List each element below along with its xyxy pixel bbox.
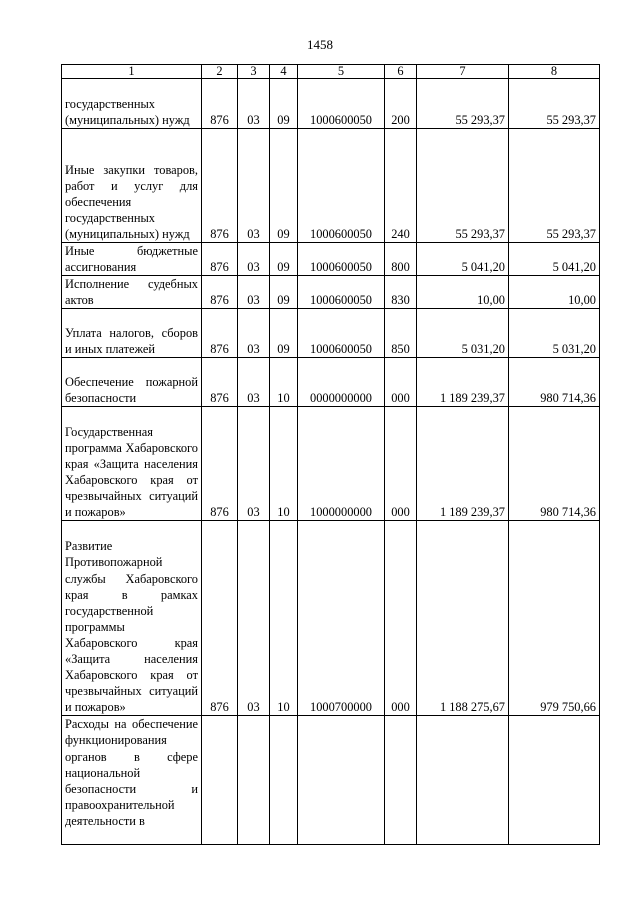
header-cell-2: 2 [202,65,238,79]
amount-col8: 55 293,37 [509,129,600,243]
header-cell-7: 7 [417,65,509,79]
expense-type-code: 800 [385,243,417,276]
section-code [238,716,270,845]
budget-table [61,64,600,845]
ministry-code: 876 [202,79,238,129]
section-code: 03 [238,129,270,243]
header-cell-6: 6 [385,65,417,79]
amount-col7: 1 189 239,37 [417,407,509,521]
target-item-code: 1000600050 [298,243,385,276]
amount-col8: 55 293,37 [509,79,600,129]
header-cell-1: 1 [62,65,202,79]
subsection-code: 09 [270,79,298,129]
subsection-code: 09 [270,243,298,276]
subsection-code: 10 [270,521,298,716]
ministry-code: 876 [202,358,238,407]
section-code: 03 [238,79,270,129]
table-row [62,276,600,309]
row-name: Иные закупки товаров, работ и услуг для обеспечения государственных (муниципальных) нужд [62,129,202,243]
table-row [62,129,600,243]
table-row [62,358,600,407]
amount-col8: 5 031,20 [509,309,600,358]
subsection-code: 10 [270,358,298,407]
section-code: 03 [238,276,270,309]
row-name: Уплата налогов, сборов и иных платежей [62,309,202,358]
ministry-code: 876 [202,129,238,243]
expense-type-code: 200 [385,79,417,129]
section-code: 03 [238,243,270,276]
amount-col7 [417,716,509,845]
ministry-code: 876 [202,243,238,276]
header-row [62,65,600,79]
header-cell-4: 4 [270,65,298,79]
expense-type-code: 850 [385,309,417,358]
subsection-code: 10 [270,407,298,521]
row-name: Обеспечение пожарной безопасности [62,358,202,407]
row-name: Развитие Противопожарной службы Хабаровского края в рамках государственной программы Хабаровского края «Защита населения Хабаровского края от чрезвычайных ситуаций и пожаров» [62,521,202,716]
target-item-code: 1000600050 [298,129,385,243]
subsection-code: 09 [270,276,298,309]
subsection-code: 09 [270,129,298,243]
ministry-code: 876 [202,521,238,716]
ministry-code: 876 [202,309,238,358]
expense-type-code [385,716,417,845]
target-item-code [298,716,385,845]
target-item-code: 1000600050 [298,276,385,309]
section-code: 03 [238,309,270,358]
subsection-code: 09 [270,309,298,358]
amount-col7: 5 041,20 [417,243,509,276]
ministry-code: 876 [202,407,238,521]
header-cell-3: 3 [238,65,270,79]
table-row [62,79,600,129]
table-row [62,309,600,358]
amount-col8: 980 714,36 [509,407,600,521]
table-row [62,521,600,716]
page-number: 1458 [307,37,333,52]
amount-col7: 10,00 [417,276,509,309]
target-item-code: 1000600050 [298,79,385,129]
target-item-code: 1000600050 [298,309,385,358]
expense-type-code: 000 [385,358,417,407]
row-name: Государственная программа Хабаровского края «Защита населения Хабаровского края от чрезвычайных ситуаций и пожаров» [62,407,202,521]
expense-type-code: 830 [385,276,417,309]
amount-col8: 979 750,66 [509,521,600,716]
row-name: Иные бюджетные ассигнования [62,243,202,276]
row-name: государственных (муниципальных) нужд [62,79,202,129]
amount-col7: 55 293,37 [417,79,509,129]
expense-type-code: 240 [385,129,417,243]
target-item-code: 0000000000 [298,358,385,407]
table-row [62,243,600,276]
ministry-code: 876 [202,276,238,309]
target-item-code: 1000700000 [298,521,385,716]
subsection-code [270,716,298,845]
table-row [62,716,600,845]
target-item-code: 1000000000 [298,407,385,521]
amount-col7: 1 189 239,37 [417,358,509,407]
amount-col8: 5 041,20 [509,243,600,276]
amount-col8: 980 714,36 [509,358,600,407]
row-name: Расходы на обеспечение функционирования органов в сфере национальной безопасности и правоохранительной деятельности в [62,716,202,845]
section-code: 03 [238,407,270,521]
header-cell-5: 5 [298,65,385,79]
section-code: 03 [238,521,270,716]
header-cell-8: 8 [509,65,600,79]
amount-col7: 55 293,37 [417,129,509,243]
amount-col8: 10,00 [509,276,600,309]
expense-type-code: 000 [385,521,417,716]
section-code: 03 [238,358,270,407]
ministry-code [202,716,238,845]
amount-col8 [509,716,600,845]
amount-col7: 5 031,20 [417,309,509,358]
row-name: Исполнение судебных актов [62,276,202,309]
expense-type-code: 000 [385,407,417,521]
amount-col7: 1 188 275,67 [417,521,509,716]
table-row [62,407,600,521]
